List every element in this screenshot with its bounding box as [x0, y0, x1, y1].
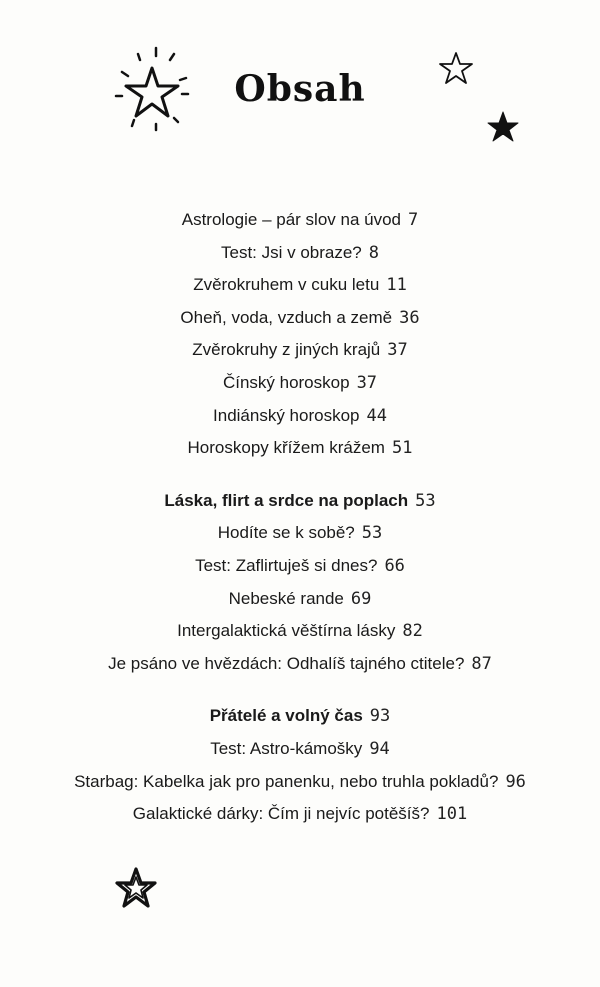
toc-entry-label: Je psáno ve hvězdách: Odhalíš tajného ctitele? [108, 653, 465, 673]
toc-entry-label: Hodíte se k sobě? [217, 523, 355, 543]
toc-section-heading [0, 700, 600, 733]
toc-entry [0, 766, 600, 799]
toc-entry [0, 400, 600, 433]
toc-page-number: 69 [350, 588, 372, 609]
toc-page-number: 37 [387, 340, 408, 361]
toc-entry-label: Nebeské rande [228, 588, 344, 608]
toc-page-number: 36 [399, 307, 420, 328]
toc-page-number: 87 [471, 653, 492, 674]
star-solid-icon [486, 110, 520, 144]
toc-section [0, 204, 600, 465]
toc-entry [0, 583, 600, 616]
toc-entry [0, 432, 600, 465]
toc-entry [0, 517, 600, 550]
toc-page-number: 93 [369, 706, 391, 727]
toc-entry-label: Test: Zaflirtuješ si dnes? [195, 555, 378, 575]
toc-entry-label: Zvěrokruhy z jiných krajů [192, 340, 381, 360]
toc-entry-label: Čínský horoskop [222, 372, 350, 392]
toc-page-number: 11 [386, 275, 407, 296]
toc-entry-label: Láska, flirt a srdce na poplach [164, 490, 409, 510]
toc-page-number: 66 [384, 555, 405, 576]
star-outline-icon [114, 866, 158, 910]
toc-entry-label: Indiánský horoskop [213, 405, 360, 425]
toc-entry [0, 550, 600, 583]
toc-entry-label: Test: Jsi v obraze? [220, 242, 362, 262]
toc-entry [0, 648, 600, 681]
table-of-contents [0, 204, 600, 851]
toc-section [0, 485, 600, 681]
toc-entry-label: Astrologie – pár slov na úvod [181, 210, 401, 229]
toc-page-number: 53 [415, 490, 436, 511]
toc-entry-label: Starbag: Kabelka jak pro panenku, nebo truhla pokladů? [74, 771, 499, 791]
toc-entry [0, 334, 600, 367]
toc-entry [0, 237, 600, 270]
page-title: Obsah [234, 68, 366, 110]
toc-entry-label: Intergalaktická věštírna lásky [177, 621, 396, 641]
toc-page-number: 44 [366, 405, 387, 426]
toc-page-number: 82 [402, 621, 423, 642]
toc-entry-label: Galaktické dárky: Čím ji nejvíc potěšíš? [132, 804, 430, 824]
toc-entry [0, 798, 600, 831]
toc-page-number: 101 [436, 804, 468, 825]
toc-entry [0, 269, 600, 302]
toc-entry [0, 302, 600, 335]
toc-entry-label: Oheň, voda, vzduch a země [180, 307, 393, 327]
toc-entry [0, 367, 600, 400]
toc-page-number: 37 [356, 372, 378, 393]
toc-section [0, 700, 600, 830]
toc-entry [0, 733, 600, 766]
toc-entry [0, 204, 600, 237]
toc-page-number: 53 [361, 523, 383, 544]
toc-page-number: 96 [505, 771, 526, 792]
toc-entry [0, 615, 600, 648]
toc-entry-label: Horoskopy křížem krážem [187, 438, 385, 458]
toc-entry-label: Přátelé a volný čas [209, 706, 363, 726]
toc-section-heading [0, 485, 600, 518]
toc-page-number: 51 [391, 438, 413, 459]
toc-entry-label: Zvěrokruhem v cuku letu [193, 275, 380, 295]
toc-page-number: 7 [408, 210, 419, 230]
toc-page-number: 8 [368, 242, 380, 263]
toc-page-number: 94 [369, 738, 390, 759]
toc-entry-label: Test: Astro-kámošky [210, 738, 363, 758]
